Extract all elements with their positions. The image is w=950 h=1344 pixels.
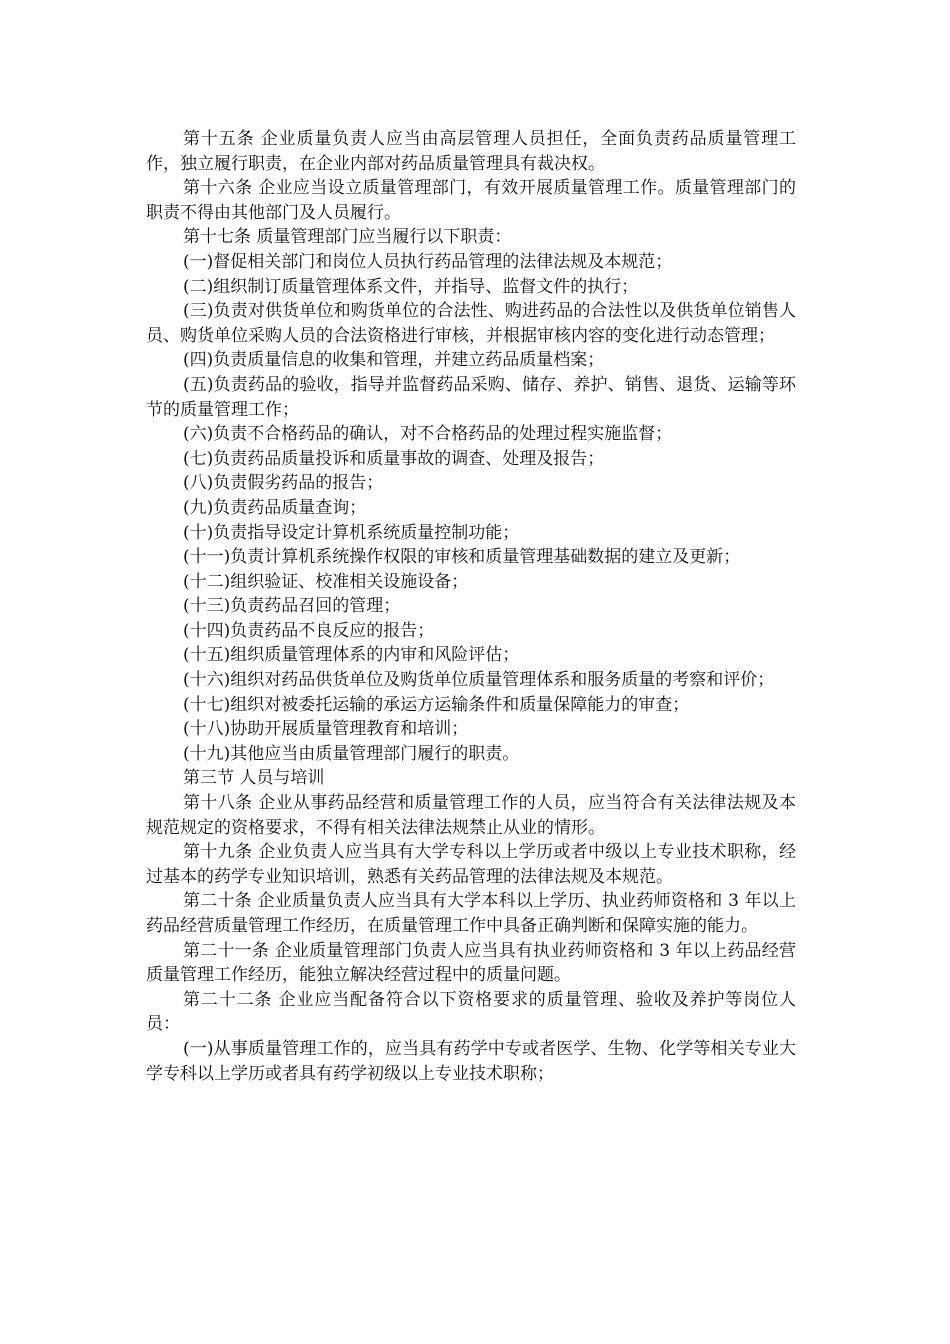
list-item-17-6: (六)负责不合格药品的确认，对不合格药品的处理过程实施监督；	[183, 424, 673, 445]
paragraph-article-18: 第十八条 企业从事药品经营和质量管理工作的人员，应当符合有关法律法规及本规范规定的资格要求，不得有相关法律法规禁止从业的情形。	[146, 793, 796, 838]
paragraph-article-15: 第十五条 企业质量负责人应当由高层管理人员担任，全面负责药品质量管理工作，独立履行职责，在企业内部对药品质量管理具有裁决权。	[146, 129, 796, 174]
paragraph-article-19: 第十九条 企业负责人应当具有大学专科以上学历或者中级以上专业技术职称，经过基本的药学专业知识培训，熟悉有关药品管理的法律法规及本规范。	[146, 842, 796, 887]
paragraph-article-20: 第二十条 企业质量负责人应当具有大学本科以上学历、执业药师资格和 3 年以上药品经营质量管理工作经历，在质量管理工作中具备正确判断和保障实施的能力。	[146, 891, 796, 936]
list-item-17-19: (十九)其他应当由质量管理部门履行的职责。	[183, 743, 520, 764]
list-item-17-12: (十二)组织验证、校准相关设施设备；	[183, 571, 469, 592]
document-page	[146, 127, 796, 1086]
list-item-17-10: (十)负责指导设定计算机系统质量控制功能；	[183, 522, 520, 543]
list-item-17-13: (十三)负责药品召回的管理；	[183, 596, 401, 617]
list-item-22-1: (一)从事质量管理工作的，应当具有药学中专或者医学、生物、化学等相关专业大学专科以上学历或者具有药学初级以上专业技术职称；	[146, 1038, 796, 1084]
paragraph-article-22: 第二十二条 企业应当配备符合以下资格要求的质量管理、验收及养护等岗位人员：	[146, 989, 796, 1035]
list-item-17-4: (四)负责质量信息的收集和管理，并建立药品质量档案；	[183, 350, 605, 371]
paragraph-article-16: 第十六条 企业应当设立质量管理部门，有效开展质量管理工作。质量管理部门的职责不得由其他部门及人员履行。	[146, 178, 796, 223]
list-item-17-11: (十一)负责计算机系统操作权限的审核和质量管理基础数据的建立及更新；	[183, 547, 741, 568]
list-item-17-3: (三)负责对供货单位和购货单位的合法性、购进药品的合法性以及供货单位销售人员、购货单位采购人员的合法资格进行审核，并根据审核内容的变化进行动态管理；	[146, 301, 796, 346]
list-item-17-8: (八)负责假劣药品的报告；	[183, 473, 384, 494]
list-item-17-16: (十六)组织对药品供货单位及购货单位质量管理体系和服务质量的考察和评价；	[183, 670, 775, 691]
list-item-17-1: (一)督促相关部门和岗位人员执行药品管理的法律法规及本规范；	[183, 251, 673, 272]
list-item-17-15: (十五)组织质量管理体系的内审和风险评估；	[183, 645, 520, 666]
list-item-17-9: (九)负责药品质量查询；	[183, 497, 367, 518]
list-item-17-5: (五)负责药品的验收，指导并监督药品采购、储存、养护、销售、退货、运输等环节的质量管理工作；	[146, 374, 796, 420]
list-item-17-14: (十四)负责药品不良反应的报告；	[183, 620, 435, 641]
paragraph-article-21: 第二十一条 企业质量管理部门负责人应当具有执业药师资格和 3 年以上药品经营质量管理工作经历，能独立解决经营过程中的质量问题。	[146, 940, 796, 986]
section-heading: 第三节 人员与培训	[183, 768, 325, 789]
list-item-17-7: (七)负责药品质量投诉和质量事故的调查、处理及报告；	[183, 448, 605, 469]
list-item-17-18: (十八)协助开展质量管理教育和培训；	[183, 719, 469, 740]
list-item-17-2: (二)组织制订质量管理体系文件，并指导、监督文件的执行；	[183, 276, 639, 297]
list-item-17-17: (十七)组织对被委托运输的承运方运输条件和质量保障能力的审查；	[183, 694, 690, 715]
paragraph-article-17: 第十七条 质量管理部门应当履行以下职责：	[183, 227, 512, 248]
